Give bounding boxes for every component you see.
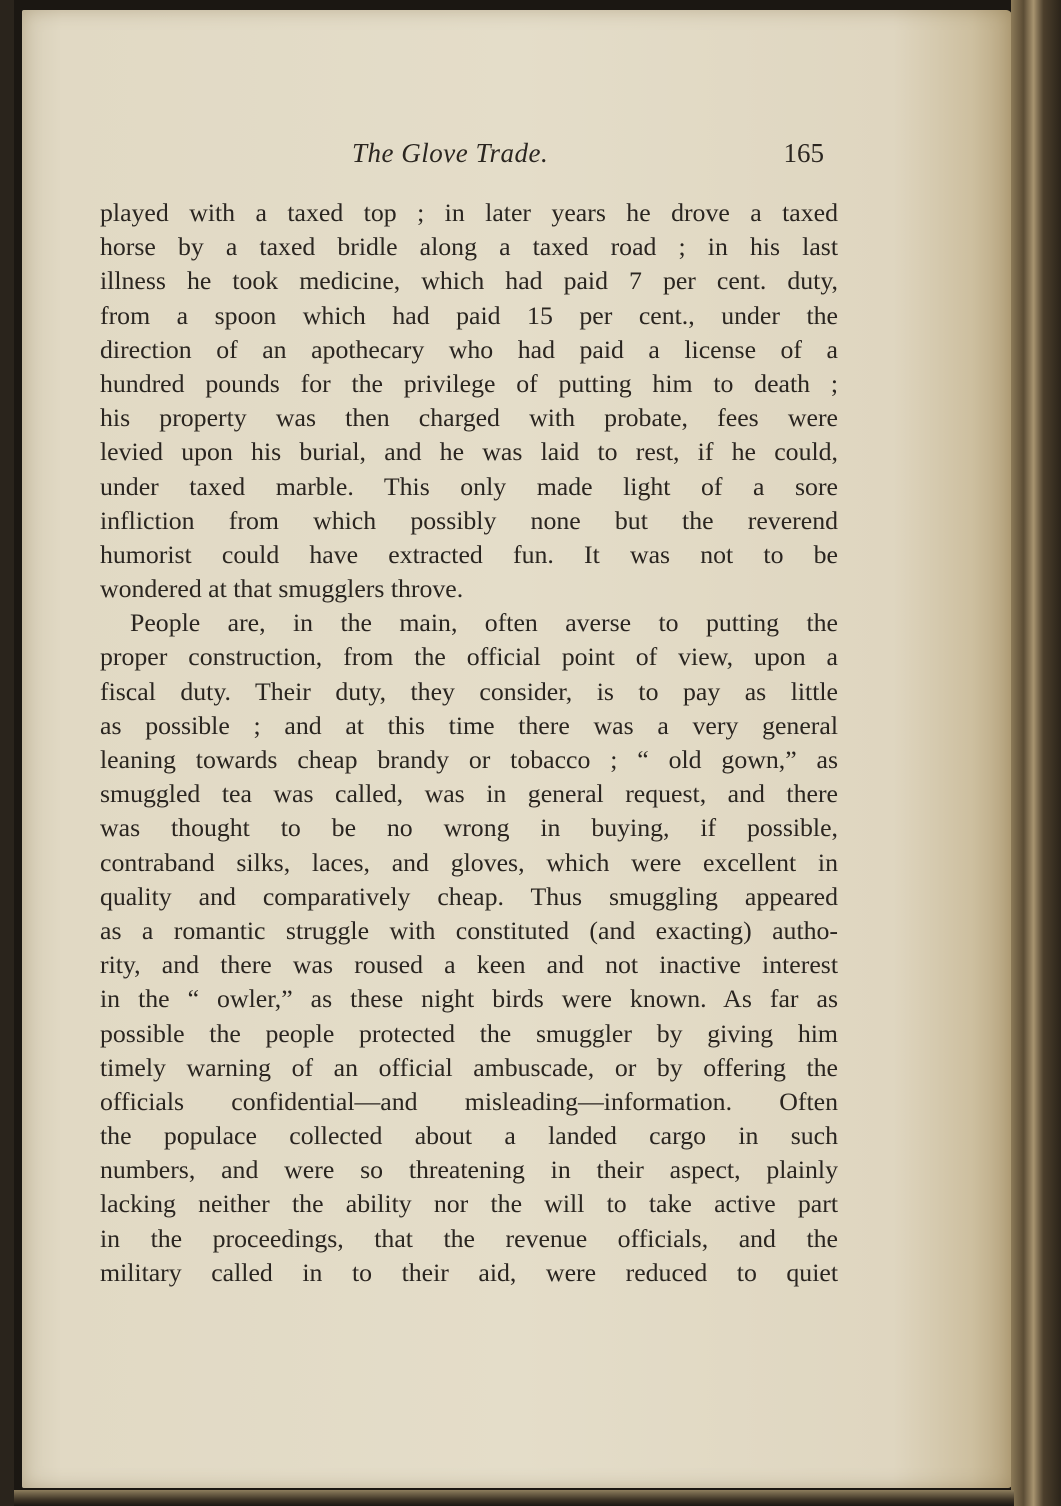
paragraph-1 xyxy=(100,196,838,606)
text-line: rity, and there was roused a keen and not inactive interest xyxy=(100,950,838,980)
text-line: numbers, and were so threatening in their aspect, plainly xyxy=(100,1155,838,1185)
text-line: as a romantic struggle with constituted (and exacting) autho- xyxy=(100,915,838,945)
text-line: hundred pounds for the privilege of putting him to death ; xyxy=(100,368,838,398)
text-line: leaning towards cheap brandy or tobacco ; “ old gown,” as xyxy=(100,745,838,774)
text-line: under taxed marble. This only made light of a sore xyxy=(100,471,838,501)
text-line: lacking neither the ability nor the will to take active part xyxy=(100,1189,838,1219)
text-line: wondered at that smugglers throve. xyxy=(100,574,464,604)
text-line: from a spoon which had paid 15 per cent., under the xyxy=(100,300,838,330)
book-binding-edge xyxy=(0,0,14,1506)
text-line: People are, in the main, often averse to putting the xyxy=(130,608,838,638)
page-stack-edge xyxy=(1011,0,1061,1506)
text-line: infliction from which possibly none but the reverend xyxy=(100,505,838,535)
text-line: military called in to their aid, were reduced to quiet xyxy=(100,1257,838,1287)
text-line: played with a taxed top ; in later years he drove a taxed xyxy=(100,198,838,227)
text-line: smuggled tea was called, was in general request, and there xyxy=(100,779,838,809)
body-text xyxy=(100,196,838,1290)
text-line: in the “ owler,” as these night birds were known. As far as xyxy=(100,984,838,1014)
text-line: direction of an apothecary who had paid a license of a xyxy=(100,334,838,364)
text-line: possible the people protected the smuggler by giving him xyxy=(100,1018,838,1048)
text-line: contraband silks, laces, and gloves, which were excellent in xyxy=(100,847,838,877)
text-line: the populace collected about a landed cargo in such xyxy=(100,1121,838,1151)
text-line: horse by a taxed bridle along a taxed road ; in his last xyxy=(100,232,838,262)
text-line: proper construction, from the official point of view, upon a xyxy=(100,642,838,672)
running-title: The Glove Trade. xyxy=(352,138,549,168)
text-line: quality and comparatively cheap. Thus smuggling appeared xyxy=(100,881,838,911)
page-number: 165 xyxy=(783,138,824,168)
paragraph-2 xyxy=(100,606,838,1290)
text-line: was thought to be no wrong in buying, if possible, xyxy=(100,813,838,843)
text-line: in the proceedings, that the revenue officials, and the xyxy=(100,1223,838,1253)
text-line: illness he took medicine, which had paid 7 per cent. duty, xyxy=(100,266,838,296)
text-line: timely warning of an official ambuscade, or by offering the xyxy=(100,1052,838,1082)
text-line: his property was then charged with probate, fees were xyxy=(100,403,838,433)
page-bottom-edge xyxy=(14,1490,1014,1506)
running-header xyxy=(96,136,832,176)
text-line: fiscal duty. Their duty, they consider, is to pay as little xyxy=(100,676,838,706)
text-line: officials confidential—and misleading—information. Often xyxy=(100,1086,838,1116)
text-line: levied upon his burial, and he was laid to rest, if he could, xyxy=(100,437,838,467)
text-line: humorist could have extracted fun. It was not to be xyxy=(100,539,838,569)
text-line: as possible ; and at this time there was a very general xyxy=(100,710,838,740)
